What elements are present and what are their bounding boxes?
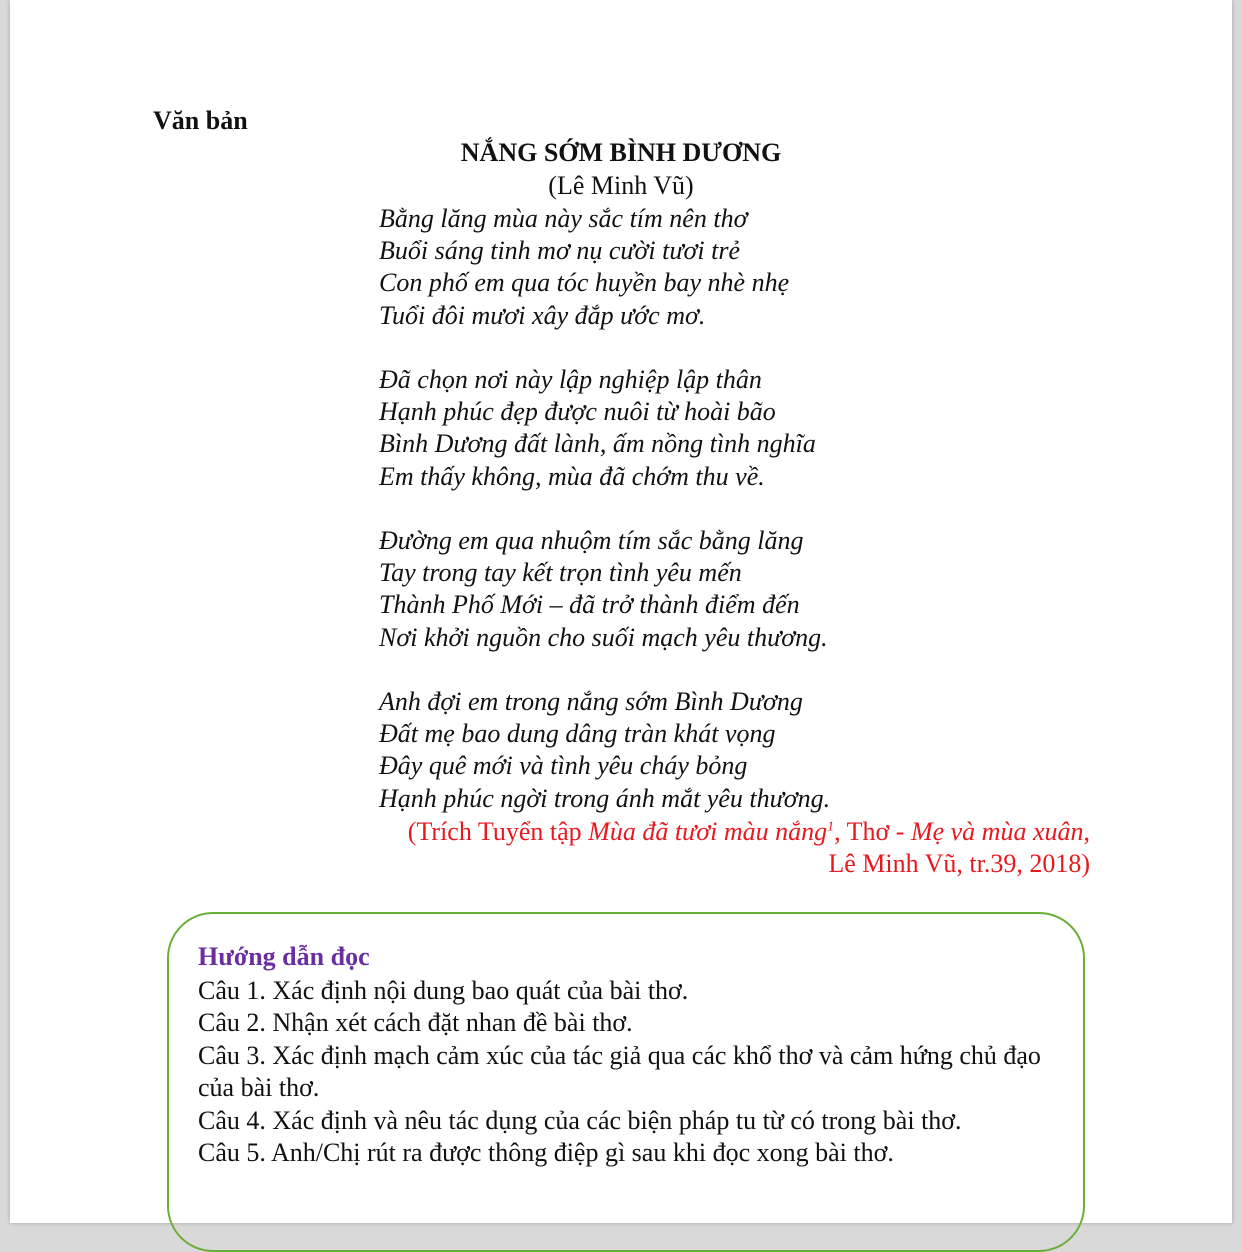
poem-citation: [390, 816, 1090, 880]
guide-question-2: Câu 2. Nhận xét cách đặt nhan đề bài thơ.: [198, 1008, 633, 1038]
poem-stanza-2: [379, 364, 1099, 493]
poem-line: Thành Phố Mới – đã trở thành điểm đến: [379, 590, 800, 620]
poem-stanza-1: [379, 203, 1099, 332]
poem-line: Đất mẹ bao dung dâng tràn khát vọng: [379, 719, 776, 749]
poem-line: Đây quê mới và tình yêu cháy bỏng: [379, 751, 748, 781]
citation-collection: Mùa đã tươi màu nắng: [588, 817, 828, 846]
poem-line: Hạnh phúc ngời trong ánh mắt yêu thương.: [379, 783, 831, 813]
poem-line: Con phố em qua tóc huyền bay nhè nhẹ: [379, 268, 790, 298]
reading-guide-questions: [198, 975, 1058, 1169]
poem-line: Bình Dương đất lành, ấm nồng tình nghĩa: [379, 429, 816, 459]
poem-title: NẮNG SỚM BÌNH DƯƠNG: [460, 138, 782, 167]
poem-line: Hạnh phúc đẹp được nuôi từ hoài bão: [379, 397, 776, 427]
guide-question-3: Câu 3. Xác định mạch cảm xúc của tác giả qua các khổ thơ và cảm hứng chủ đạo của bài thơ.: [198, 1040, 1041, 1103]
poem-line: Tay trong tay kết trọn tình yêu mến: [379, 558, 742, 588]
citation-middle: , Thơ -: [834, 817, 911, 846]
citation-prefix: (Trích Tuyển tập: [407, 817, 589, 846]
poem-stanza-4: [379, 686, 1099, 815]
citation-suffix: , Lê Minh Vũ, tr.39, 2018): [828, 817, 1090, 878]
guide-question-5: Câu 5. Anh/Chị rút ra được thông điệp gì sau khi đọc xong bài thơ.: [198, 1138, 894, 1168]
citation-footnote-marker: 1: [827, 819, 835, 835]
guide-question-4: Câu 4. Xác định và nêu tác dụng của các biện pháp tu từ có trong bài thơ.: [198, 1105, 962, 1135]
poem-body: [379, 203, 1099, 815]
poem-line: Anh đợi em trong nắng sớm Bình Dương: [379, 687, 803, 716]
poem-line: Em thấy không, mùa đã chớm thu về.: [379, 461, 765, 491]
citation-book: Mẹ và mùa xuân: [910, 817, 1084, 846]
reading-guide-title: Hướng dẫn đọc: [198, 942, 370, 971]
section-label: Văn bản: [153, 106, 248, 135]
poem-line: Bằng lăng mùa này sắc tím nên thơ: [379, 204, 748, 233]
poem-line: Đường em qua nhuộm tím sắc bằng lăng: [379, 526, 804, 555]
guide-question-1: Câu 1. Xác định nội dung bao quát của bài thơ.: [198, 976, 689, 1005]
poem-line: Nơi khởi nguồn cho suối mạch yêu thương.: [379, 622, 828, 652]
poem-line: Tuổi đôi mươi xây đắp ước mơ.: [379, 300, 706, 330]
poem-stanza-3: [379, 525, 1099, 654]
poem-author: (Lê Minh Vũ): [548, 171, 694, 200]
poem-line: Buổi sáng tinh mơ nụ cười tươi trẻ: [379, 236, 741, 266]
poem-line: Đã chọn nơi này lập nghiệp lập thân: [379, 365, 762, 394]
